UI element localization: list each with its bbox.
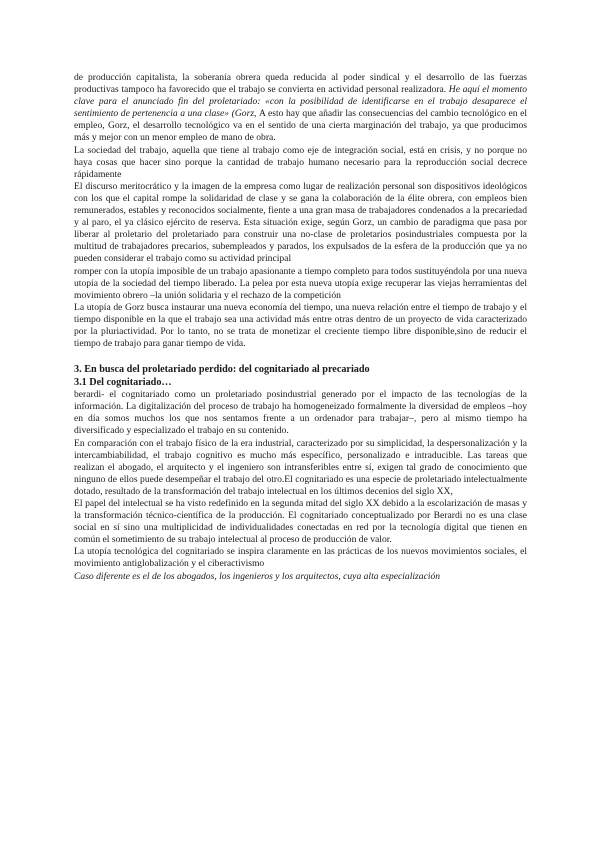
section-heading: 3. En busca del proletariado perdido: del cognitariado al precariado bbox=[74, 364, 370, 376]
paragraph-9: La utopía tecnológica del cognitariado se inspira claramente en las prácticas de los nuevos movimientos sociales, el movimiento antiglobalización y el ciberactivismo bbox=[74, 546, 527, 570]
document-body bbox=[74, 72, 527, 583]
paragraph-2: La sociedad del trabajo, aquella que tiene al trabajo como eje de integración social, está en crisis, y no porque no haya cosas que hacer sino porque la cantidad de trabajo humano necesario para la reproducción social decrece rápidamente bbox=[74, 144, 527, 180]
paragraph-3: El discurso meritocrático y la imagen de la empresa como lugar de realización personal son dispositivos ideológicos con los que el capital rompe la solidaridad de clase y se gana la colaboración de la élite obrera, con empleos bien remunerados, estables y reconocidos socialmente, fiente a una gran masa de trabajadores condenados a la precariedad y al paro, el ya clásico ejército de reserva. Esta situación exige, según Gorz, un cambio de paradigma que pasa por liberar al proletario del proletariado para construir una no-clase de proletarios posindustriales compuesta por la multitud de trabajadores precarios, subempleados y parados, los expulsados de la esfera de la producción que ya no pueden considerar el trabajo como su actividad principal bbox=[74, 180, 527, 265]
paragraph-1-end: A esto hay que añadir las consecuencias del cambio tecnológico en el empleo, Gorz, el desarrollo tecnológico va en el sentido de una cierta marginación del trabajo, ya que producimos más y mejor con un menor empleo de mano de obra. bbox=[74, 108, 527, 144]
paragraph-8: El papel del intelectual se ha visto redefinido en la segunda mitad del siglo XX debido a la escolarización de masas y la transformación técnico-científica de la producción. El cognitariado conceptualizado por Berardi no es una clase social en sí sino una multiplicidad de individualidades conectadas en red por la tecnología digital que tienen en común el sometimiento de su trabajo intelectual al proceso de producción de valor. bbox=[74, 498, 527, 546]
paragraph-4: romper con la utopía imposible de un trabajo apasionante a tiempo completo para todos sustituyéndola por una nueva utopía de la sociedad del tiempo liberado. La pelea por esta nueva utopía exige recuperar las viejas herramientas del movimiento obrero –la unión solidaria y el rechazo de la competición bbox=[74, 265, 527, 301]
subsection-heading: 3.1 Del cognitariado… bbox=[74, 377, 172, 389]
paragraph-10: Caso diferente es el de los abogados, los ingenieros y los arquitectos, cuya alta especialización bbox=[74, 570, 441, 582]
paragraph-1-start: de producción capitalista, la soberanía obrera queda reducida al poder sindical y el desarrollo de las fuerzas productivas tampoco ha favorecido que el trabajo se convierta en actividad personal realizadora. bbox=[74, 72, 527, 96]
paragraph-6: berardi- el cognitariado como un proletariado posindustrial generado por el impacto de las tecnologías de la información. La digitalización del proceso de trabajo ha homogeneizado formalmente la diversidad de empleos –hoy en día somos muchos los que nos sentamos frente a un ordenador para trabajar–, pero al mismo tiempo ha diversificado y especializado el trabajo en su contenido. bbox=[74, 389, 527, 437]
paragraph-7: En comparación con el trabajo físico de la era industrial, caracterizado por su simplicidad, la despersonalización y la intercambiabilidad, el trabajo cognitivo es mucho más específico, personalizado e intraducible. Las tareas que realizan el abogado, el arquitecto y el ingeniero son intransferibles entre sí, exigen tal grado de conocimiento que ninguno de ellos puede desempeñar el trabajo del otro.El cognitariado es una especie de proletariado intelectualmente dotado, resultado de la transformación del trabajo intelectual en los últimos decenios del siglo XX, bbox=[74, 437, 527, 497]
paragraph-5: La utopía de Gorz busca instaurar una nueva economía del tiempo, una nueva relación entre el tiempo de trabajo y el tiempo disponible en la que el trabajo sea una actividad más entre otras dentro de un proyecto de vida caracterizado por la pluriactividad. Por lo tanto, no se trata de monetizar el creciente tiempo libre disponible,sino de reducir el tiempo de trabajo para ganar tiempo de vida. bbox=[74, 301, 527, 350]
paragraph-1-quote: He aquí el momento clave para el anunciado fin del proletariado: «con la posibilidad de identificarse en el trabajo desaparece el sentimiento de pertenencia a una clase» (Gorz, bbox=[74, 84, 527, 120]
paragraph-1 bbox=[74, 72, 527, 145]
